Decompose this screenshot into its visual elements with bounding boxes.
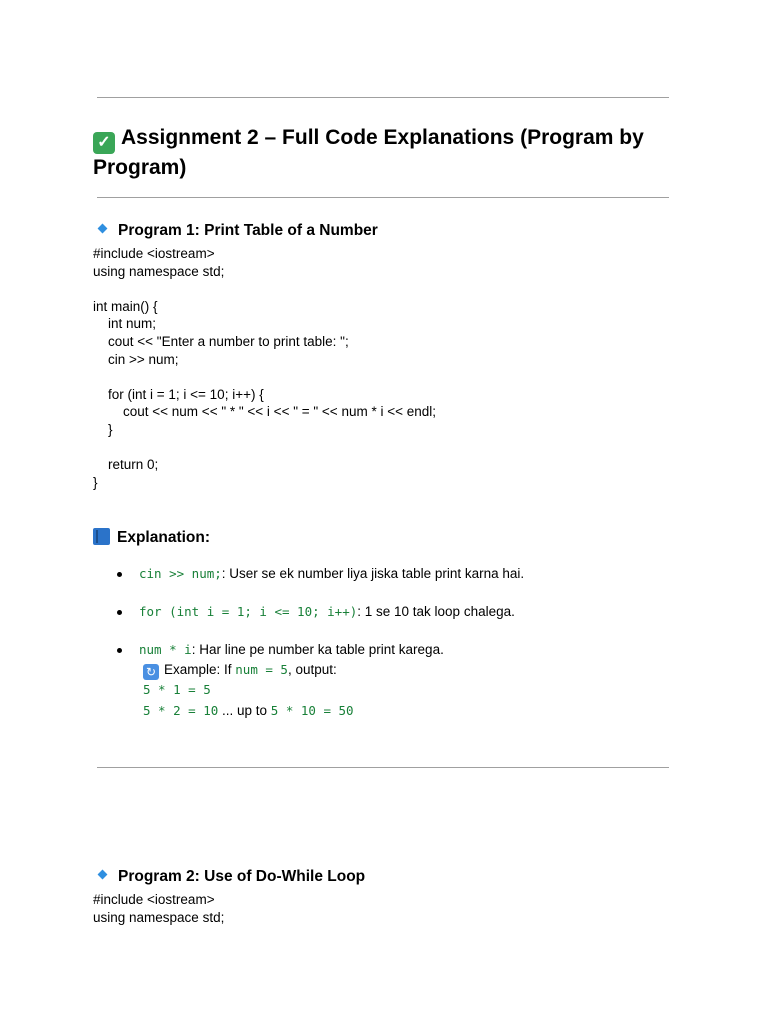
output-line-2 [143,701,354,721]
bullet-dot [117,572,122,577]
inline-code: num = 5 [235,662,288,677]
check-mark-icon: ✓ [93,132,115,154]
output-mid-text: ... up to [218,703,271,718]
program-1-heading-text: Program 1: Print Table of a Number [118,222,378,239]
program-2-heading [97,867,365,887]
repeat-icon: ↻ [143,664,159,680]
example-suffix: , output: [287,662,337,677]
code-line: #include <iostream> [93,246,215,261]
program-1-code [93,245,436,491]
example-line [143,660,337,680]
code-line: int main() { [93,298,158,314]
output-line-1 [143,680,211,700]
inline-code: num * i [139,642,192,657]
code-line: for (int i = 1; i <= 10; i++) { [93,386,264,402]
inline-code: 5 * 10 = 50 [270,703,354,718]
explanation-heading-text: Explanation: [117,529,211,546]
code-line: int num; [93,316,157,332]
list-item-desc: : User se ek number liya jiska table print karna hai. [221,566,525,581]
inline-code: 5 * 2 = 10 [143,703,219,718]
list-item-text [139,602,515,622]
code-line: return 0; [93,457,159,473]
program-2-heading-text: Program 2: Use of Do-While Loop [118,868,366,885]
program-2-code [93,891,224,926]
divider-top [97,97,669,98]
list-item-desc: : Har line pe number ka table print karega. [191,642,444,657]
example-prefix: Example: If [164,662,236,677]
code-line: cout << num << " * " << i << " = " << num * i << endl; [93,404,436,420]
code-line: } [93,474,98,490]
list-item-text [139,640,444,660]
page-title-text: Assignment 2 – Full Code Explanations (Program by Program) [93,126,644,179]
code-line: } [93,421,113,437]
code-line: using namespace std; [93,909,225,925]
diamond-icon [98,870,108,880]
code-line: cin >> num; [93,351,179,367]
bullet-dot [117,648,122,653]
code-line: #include <iostream> [93,892,215,907]
program-1-heading [97,221,378,241]
divider-after-program-1 [97,767,669,768]
code-line: using namespace std; [93,263,225,279]
list-item-text [139,564,524,584]
diamond-icon [98,224,108,234]
inline-code: 5 * 1 = 5 [143,682,211,697]
page-title [93,124,693,182]
inline-code: for (int i = 1; i <= 10; i++) [139,604,358,619]
list-item-desc: : 1 se 10 tak loop chalega. [357,604,515,619]
explanation-heading [93,528,210,548]
divider-after-title [97,197,669,198]
code-line: cout << "Enter a number to print table: "; [93,333,349,349]
book-icon [93,528,110,545]
inline-code: cin >> num; [139,566,222,581]
bullet-dot [117,610,122,615]
